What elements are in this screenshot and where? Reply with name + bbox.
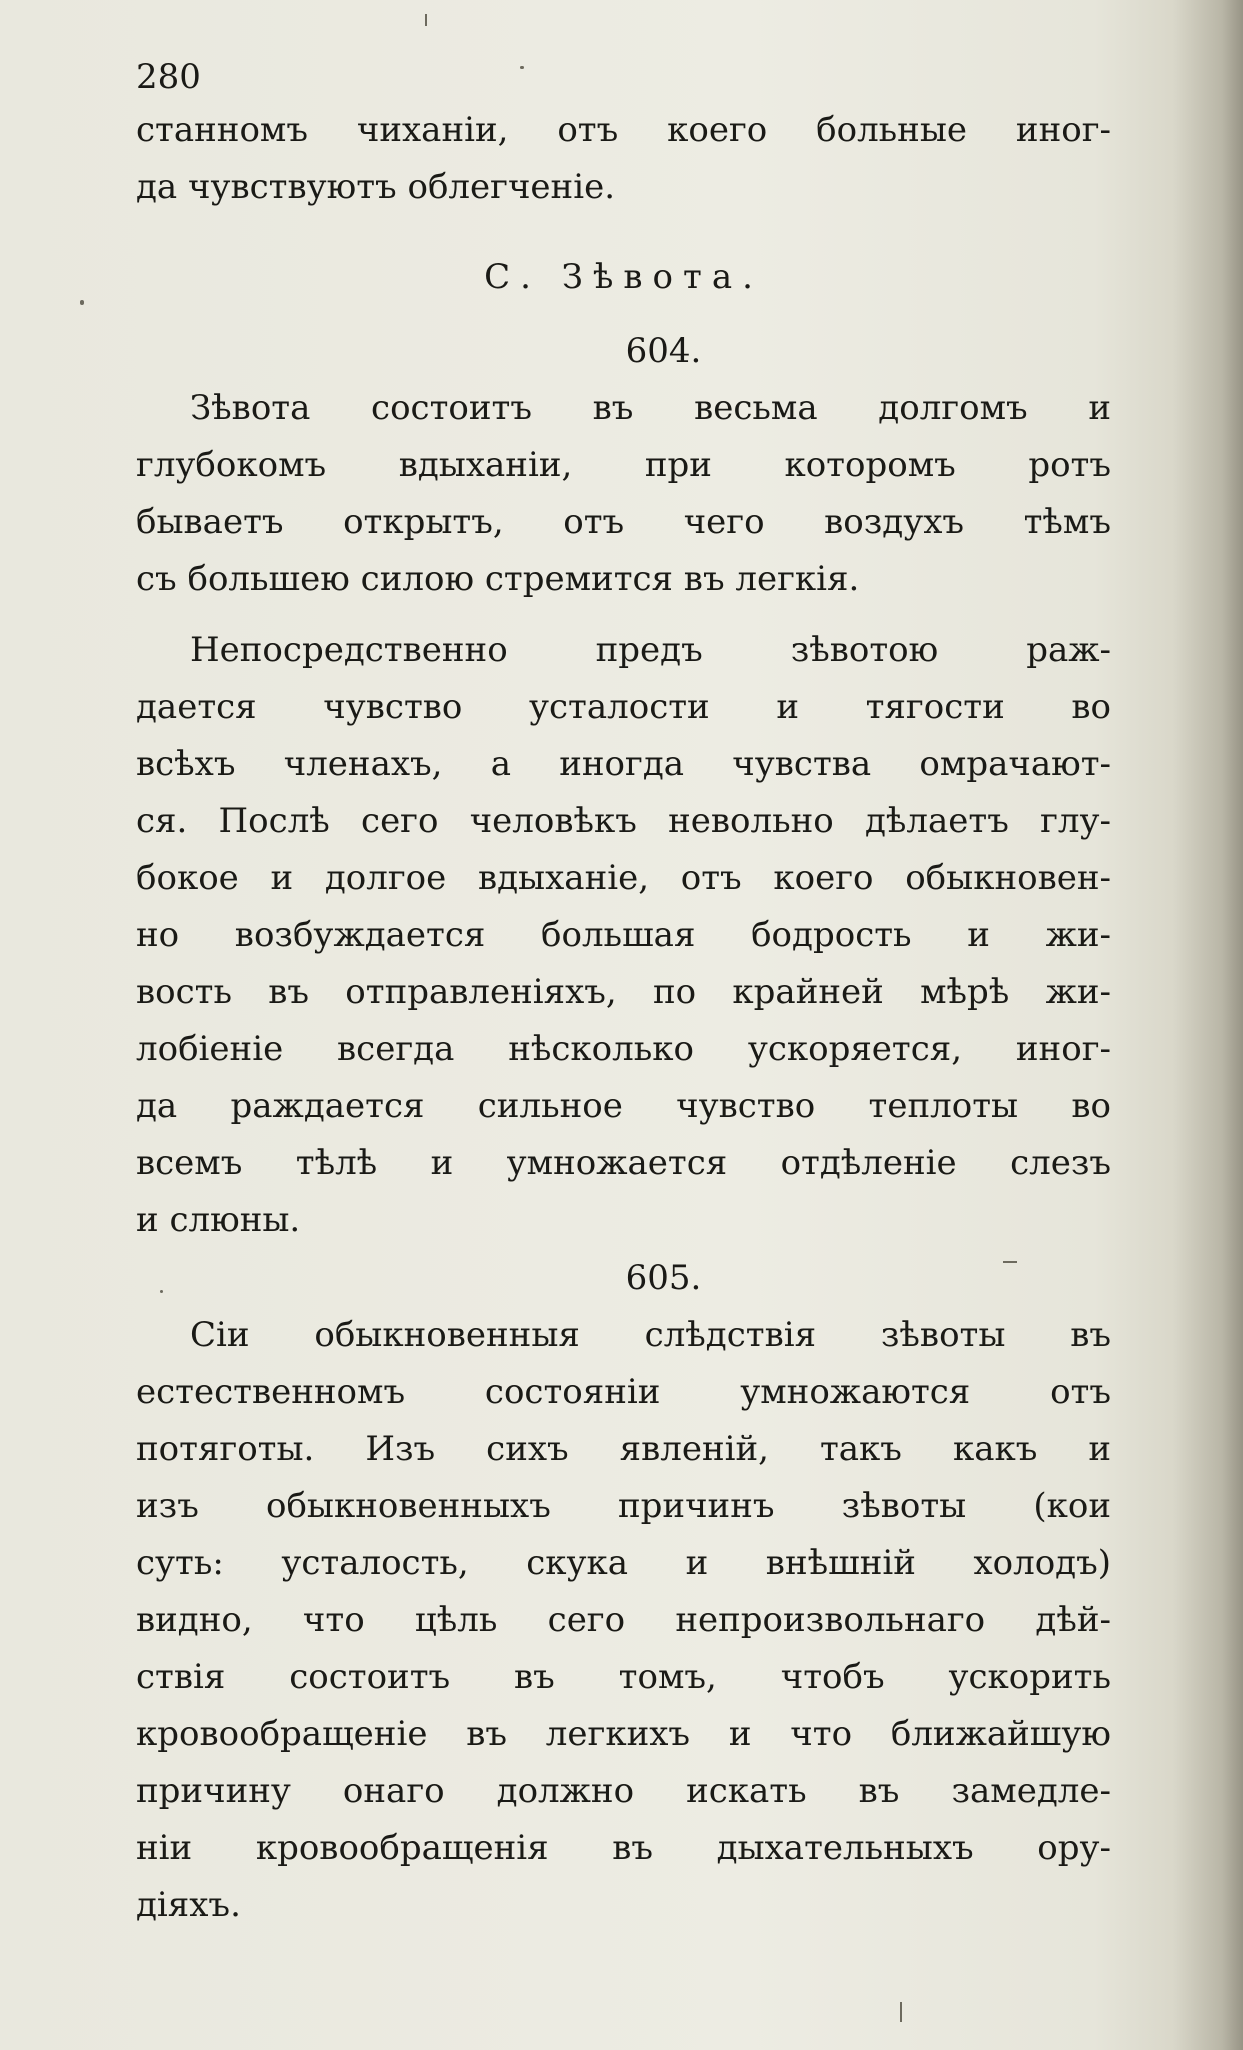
ink-speck <box>520 66 524 69</box>
paragraph-number: 605. <box>625 1258 702 1298</box>
ink-speck <box>80 300 84 305</box>
text-line: всемъ тѣлѣ и умножается отдѣленіе слезъ <box>136 1143 1111 1183</box>
text-line: съ большею силою стремится въ легкія. <box>136 559 860 599</box>
text-line: станномъ чиханіи, отъ коего больные иног- <box>136 110 1111 150</box>
intro-paragraph <box>136 102 1111 216</box>
ink-speck <box>900 2002 902 2022</box>
text-line: вость въ отправленіяхъ, по крайней мѣрѣ жи- <box>136 972 1111 1012</box>
paragraph-gap <box>136 608 1111 622</box>
text-line: глубокомъ вдыханіи, при которомъ ротъ <box>136 445 1111 485</box>
text-line: суть: усталость, скука и внѣшній холодъ) <box>136 1543 1111 1583</box>
text-line: причину онаго должно искать въ замедле- <box>136 1771 1111 1811</box>
section-heading: С. Зѣвота. <box>484 257 763 297</box>
text-line: ніи кровообращенія въ дыхательныхъ ору- <box>136 1828 1111 1868</box>
text-line: кровообращеніе въ легкихъ и что ближайшую <box>136 1714 1111 1754</box>
text-line: ся. Послѣ сего человѣкъ невольно дѣлаетъ глу- <box>136 801 1111 841</box>
text-line: Зѣвота состоитъ въ весьма долгомъ и <box>190 388 1111 428</box>
page-number: 280 <box>136 57 201 97</box>
text-line: Сіи обыкновенныя слѣдствія зѣвоты въ <box>190 1315 1111 1355</box>
text-line: дается чувство усталости и тягости во <box>136 687 1111 727</box>
paragraph-number: 604. <box>625 331 702 371</box>
ink-speck <box>160 1290 163 1293</box>
text-line: и слюны. <box>136 1200 301 1240</box>
page-text <box>136 52 1111 1934</box>
text-line: Непосредственно предъ зѣвотою раж- <box>190 630 1111 670</box>
ink-speck <box>425 14 427 26</box>
text-line: естественномъ состояніи умножаются отъ <box>136 1372 1111 1412</box>
text-line: всѣхъ членахъ, а иногда чувства омрачают- <box>136 744 1111 784</box>
text-line: но возбуждается большая бодрость и жи- <box>136 915 1111 955</box>
page-edge-shadow <box>1173 0 1243 2050</box>
text-line: видно, что цѣль сего непроизвольнаго дѣй- <box>136 1600 1111 1640</box>
text-line: лобіеніе всегда нѣсколько ускоряется, иног- <box>136 1029 1111 1069</box>
text-line: да раждается сильное чувство теплоты во <box>136 1086 1111 1126</box>
ink-speck <box>1003 1261 1017 1263</box>
paragraph <box>136 1307 1111 1934</box>
paragraph <box>136 380 1111 608</box>
text-line: изъ обыкновенныхъ причинъ зѣвоты (кои <box>136 1486 1111 1526</box>
text-line: потяготы. Изъ сихъ явленій, такъ какъ и <box>136 1429 1111 1469</box>
paragraph <box>136 622 1111 1249</box>
numbered-paragraphs <box>136 322 1111 1934</box>
text-line: бываетъ открытъ, отъ чего воздухъ тѣмъ <box>136 502 1111 542</box>
text-line: бокое и долгое вдыханіе, отъ коего обыкновен- <box>136 858 1111 898</box>
text-line: ствія состоитъ въ томъ, чтобъ ускорить <box>136 1657 1111 1697</box>
text-line: да чувствуютъ облегченіе. <box>136 167 616 207</box>
text-line: діяхъ. <box>136 1885 241 1925</box>
